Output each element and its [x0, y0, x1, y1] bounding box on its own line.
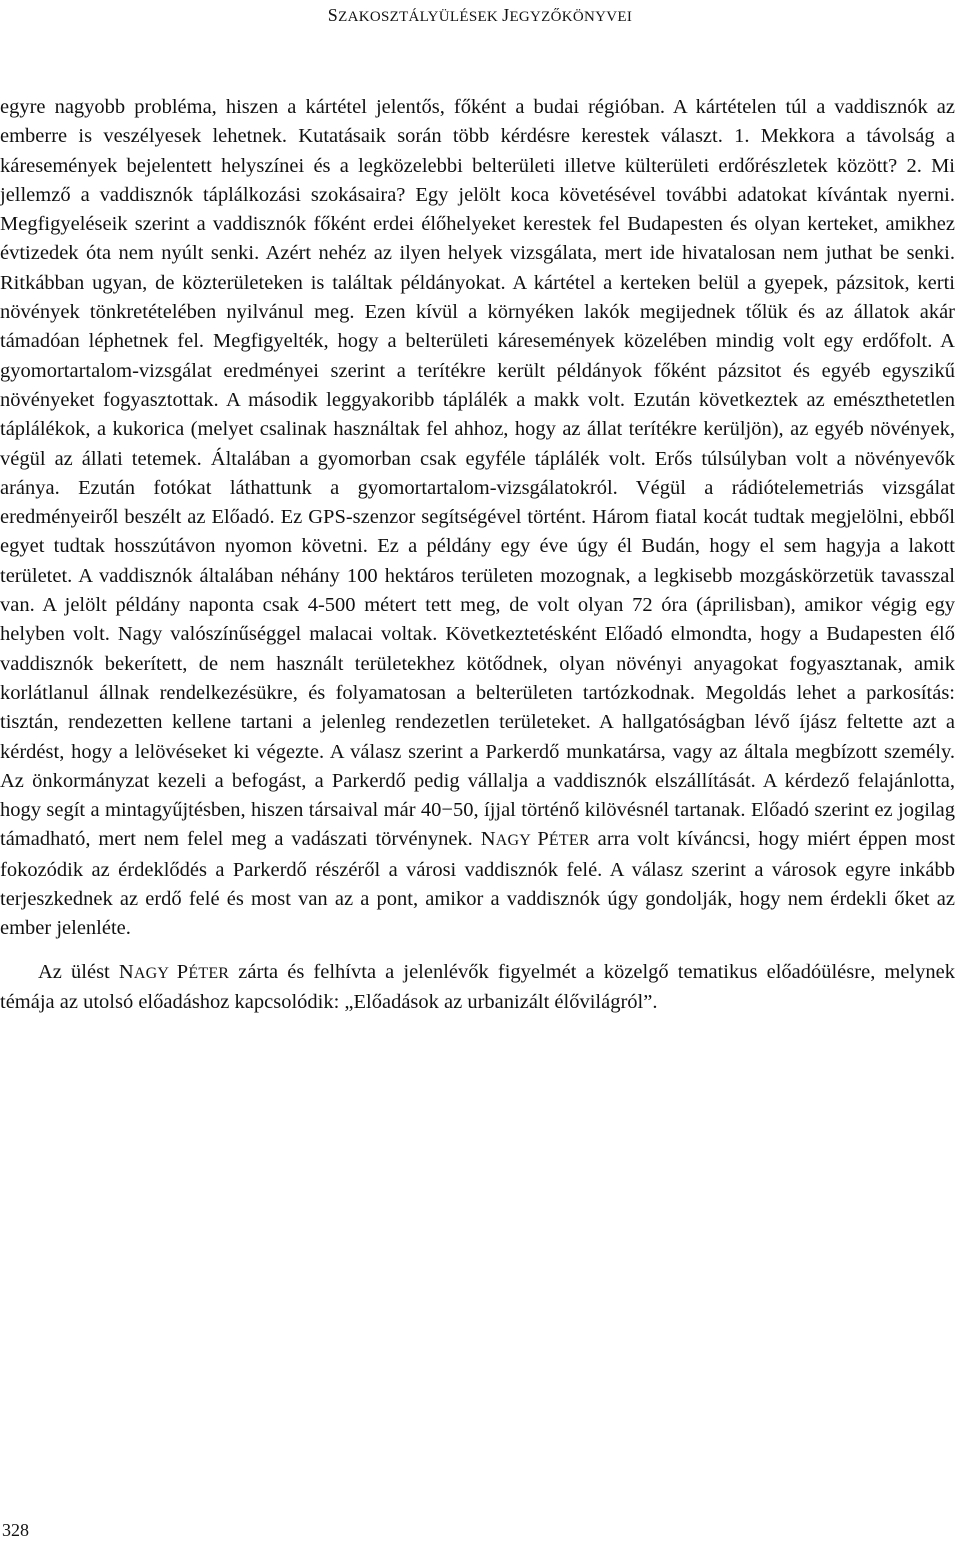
paragraph-1-text: egyre nagyobb probléma, hiszen a kártétel jelentős, főként a budai régióban. A kártételen túl a vaddisznók az emberre is veszélyesek lehetnek. Kutatásaik során több kérdésre kerestek választ. 1. Mekkora a távolság a káresemények bejelentett helyszínei és a legközelebbi belterületi illetve külterületi erdőrészletek között? 2. Mi jellemző a vaddisznók táplálkozási szokásaira? Egy jelölt koca követésével további adatokat kívántak nyerni. Megfigyeléseik szerint a vaddisznók főként erdei élőhelyeket kerestek fel Budapesten és olyan kerteket, amikhez évtizedek óta nem nyúlt senki. Azért nehéz az ilyen helyek vizsgálata, mert ide hivatalosan nem juthat be senki. Ritkábban ugyan, de közterületeken is találtak példányokat. A kártétel a kerteken belül a gyepek, pázsitok, kerti növények tönkretételében nyilvánul meg. Ezen kívül a környéken lakók megijednek tőlük és az állatok akár támadóan léphetnek fel. Megfigyelték, hogy a belterületi káresemények közelében mindig volt egy erdőfolt. A gyomortartalom-vizsgálat eredményei szerint a terítékre került példányok főként pázsitot és egyéb egyszikű növényeket fogyasztottak. A második leggyakoribb táplálék a makk volt. Ezután következtek az emészthetetlen táplálékok, a kukorica (melyet csalinak használtak fel ahhoz, hogy az állat terítékre kerüljön), az egyéb növények, végül az állati tetemek. Általában a gyomorban csak egyféle táplálék volt. Erős túlsúlyban volt a növényevők aránya. Ezután fotókat láthattunk a gyomortartalom-vizsgálatokról. Végül a rádiótelemetriás vizsgálat eredményeiről beszélt az Előadó. Ez GPS-szenzor segítségével történt. Három fiatal kocát tudtak megjelölni, ebből egyet tudtak hosszútávon nyomon követni. Ez a példány egy éve úgy él Budán, hogy el sem hagyja a lakott területet. A vaddisznók általában néhány 100 hektáros területen mozognak, a legkisebb mozgáskörzetük tavasszal van. A jelölt példány naponta csak 4-500 métert tett meg, de volt olyan 72 óra (áprilisban), amikor végig egy helyben volt. Nagy valószínűséggel malacai voltak. Következtetésként Előadó elmondta, hogy a Budapesten élő vaddisznók bekerített, de nem használt területekhez kötődnek, olyan növényi anyagokat fogyasztanak, amik korlátlanul állnak rendelkezésükre, és folyamatosan a belterületen tartózkodnak. Megoldás lehet a parkosítás: tisztán, rendezetten kellene tartani a jelenleg rendezetlen területeket. A hallgatóságban lévő íjász feltette azt a kérdést, hogy a lelövéseket ki végezte. A válasz szerint a Parkerdő munkatársa, vagy az általa megbízott személy. Az önkormányzat kezeli a befogást, a Parkerdő pedig vállalja a vaddisznók elszállítását. A kérdező felajánlotta, hogy segít a mintagyűjtésben, hiszen társaival már 40−50, íjjal történő kilövésnél tartanak. Előadó szerint ez jogilag támadható, mert nem felel meg a vadászati törvénynek.: [0, 96, 955, 851]
paragraph-2-tail: zárta és felhívta a jelenlévők figyelmét a közelgő tematikus előadóülésre, melynek témája az utolsó előadáshoz kapcsolódik: „Előadások az urbanizált élővilágról”.: [0, 960, 956, 1013]
paragraph-1: [0, 93, 955, 944]
running-header: SZAKOSZTÁLYÜLÉSEK JEGYZŐKÖNYVEI: [327, 5, 633, 25]
speaker-name-2: NAGY PÉTER: [118, 960, 230, 983]
speaker-name-1: NAGY PÉTER: [480, 828, 590, 851]
paragraph-2-lead: Az ülést: [38, 960, 110, 983]
paragraph-2: [0, 958, 955, 1018]
body-text: [0, 93, 955, 1017]
paragraph-1-tail: arra volt kíváncsi, hogy miért éppen most fokozódik az érdeklődés a Parkerdő részéről a városi vaddisznók felé. A válasz szerint a városok egyre inkább terjeszkednek az erdő felé és most van az a pont, amikor a vaddisznók úgy gondolják, hogy nem érdekli őket az ember jelenléte.: [0, 828, 956, 940]
page-number: 328: [2, 1520, 29, 1540]
